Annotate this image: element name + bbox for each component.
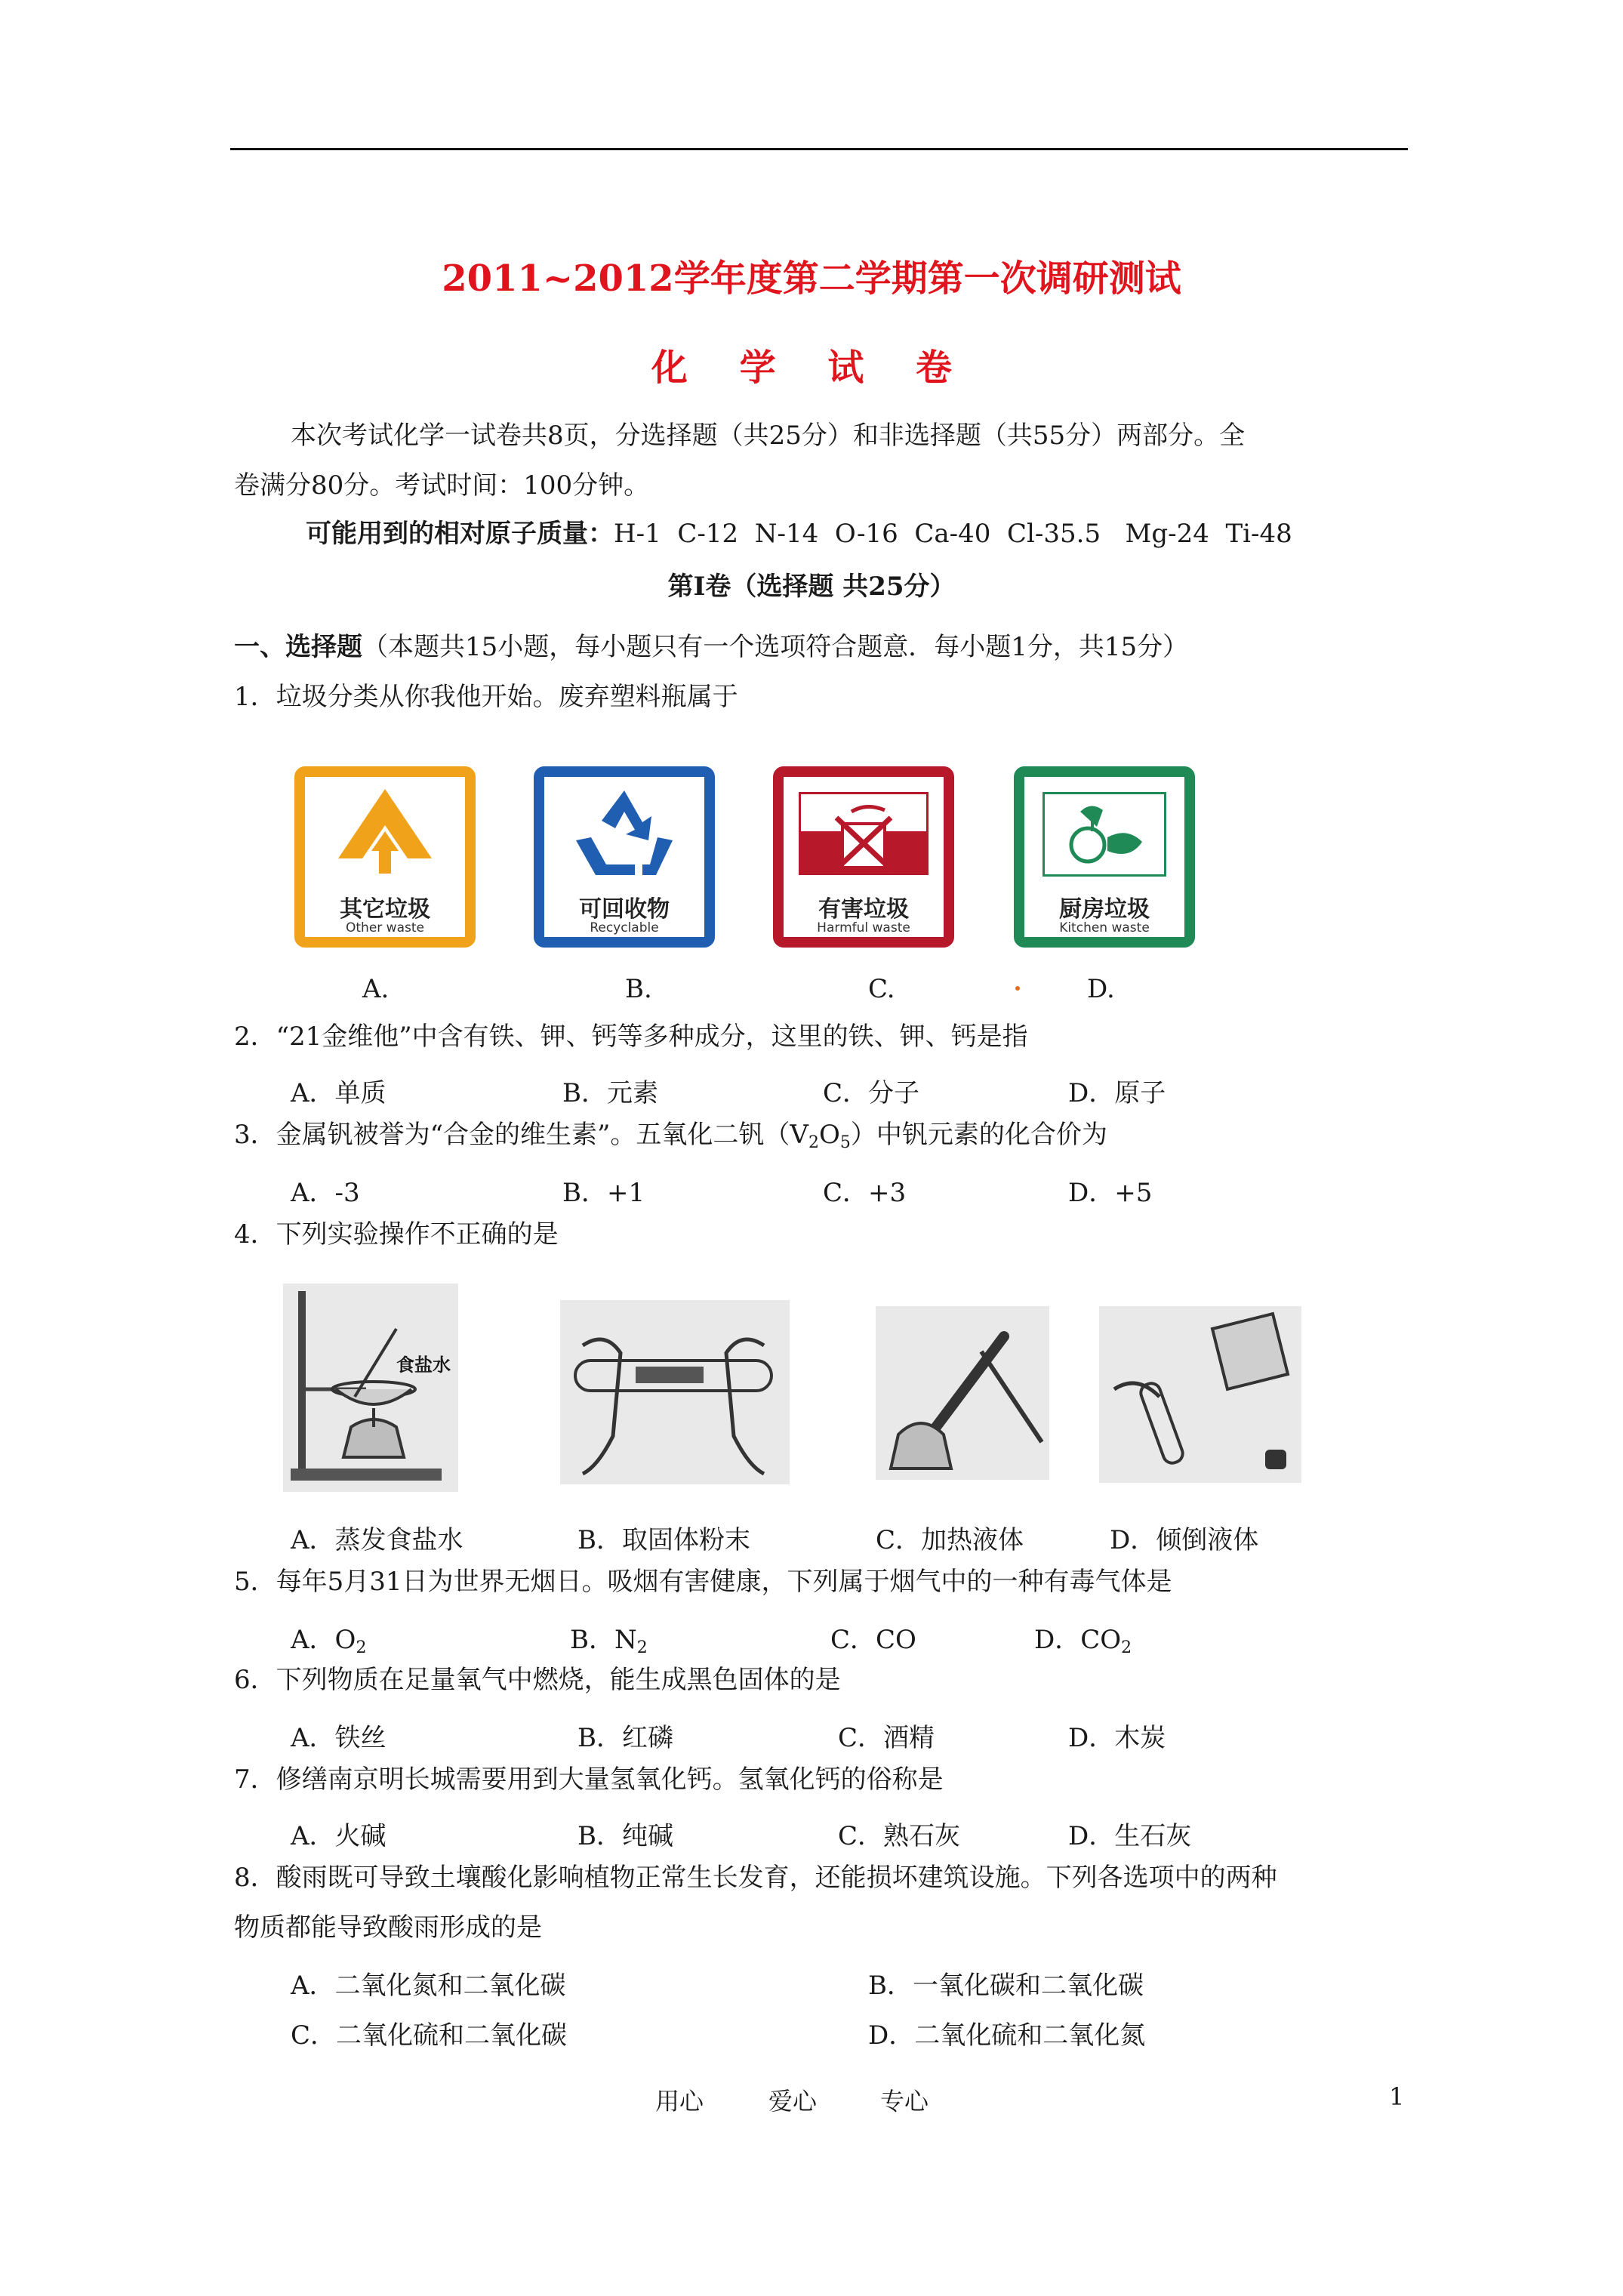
stray-dot	[1015, 986, 1020, 991]
sign-kitchen-waste	[1014, 766, 1195, 948]
atomic-mass-values: H-1 C-12 N-14 O-16 Ca-40 Cl-35.5 Mg-24 Ti-48	[614, 519, 1292, 549]
q8-option-c: C．二氧化硫和二氧化碳	[291, 2020, 568, 2051]
sign-recyclable	[534, 766, 715, 948]
q5-option-d-main: D．CO	[1034, 1625, 1122, 1655]
sign-4-en: Kitchen waste	[1059, 920, 1150, 935]
heating-test-tube-icon	[876, 1306, 1049, 1480]
evaporation-apparatus-icon	[283, 1284, 458, 1492]
q7-option-a: A．火碱	[291, 1821, 387, 1851]
q5-option-c-main: C．CO	[830, 1625, 916, 1655]
q4-option-d: D．倾倒液体	[1110, 1525, 1259, 1555]
image-evaporate-saltwater	[283, 1284, 458, 1492]
q3-option-d: D．+5	[1068, 1178, 1153, 1208]
question-2-stem: 2．“21金维他”中含有铁、钾、钙等多种成分，这里的铁、钾、钙是指	[234, 1022, 1028, 1052]
q3-stem-c: ）中钒元素的化合价为	[850, 1120, 1107, 1150]
q3-sub-1: 2	[808, 1133, 819, 1152]
pouring-liquid-icon	[1099, 1306, 1301, 1483]
intro-line-2: 卷满分80分。考试时间：100分钟。	[234, 470, 650, 501]
q1-option-a: A.	[362, 974, 390, 1004]
q6-option-c: C．酒精	[838, 1723, 935, 1753]
q3-stem-b: O	[818, 1120, 840, 1150]
section-heading	[234, 634, 1188, 660]
intro-line-1: 本次考试化学一试卷共8页，分选择题（共25分）和非选择题（共55分）两部分。全	[291, 421, 1246, 451]
header-rule	[230, 148, 1408, 150]
q2-option-d: D．原子	[1068, 1078, 1166, 1108]
question-1-stem: 1．垃圾分类从你我他开始。废弃塑料瓶属于	[234, 682, 738, 712]
footer-slogan-3: 专心	[880, 2087, 929, 2116]
test-tube-hands-icon	[560, 1300, 790, 1484]
section-title: 第Ⅰ卷（选择题 共25分）	[667, 572, 956, 602]
sign-2-cn: 可回收物	[579, 896, 670, 923]
q2-option-a: A．单质	[291, 1078, 387, 1108]
question-4-stem: 4．下列实验操作不正确的是	[234, 1219, 559, 1250]
q2-option-b: B．元素	[562, 1078, 658, 1108]
recycle-icon	[573, 787, 676, 877]
footer-slogan-1: 用心	[655, 2087, 704, 2116]
q5-option-a-sub: 2	[356, 1638, 367, 1657]
q2-option-c: C．分子	[823, 1078, 920, 1108]
image-pour-liquid	[1099, 1306, 1301, 1483]
sign-2-en: Recyclable	[590, 920, 659, 935]
question-5-stem: 5．每年5月31日为世界无烟日。吸烟有害健康，下列属于烟气中的一种有毒气体是	[234, 1567, 1172, 1597]
q1-option-d: D.	[1087, 974, 1115, 1004]
q3-stem-a: 3．金属钒被誉为“合金的维生素”。五氧化二钒（V	[234, 1120, 808, 1150]
sign-3-cn: 有害垃圾	[818, 896, 909, 923]
q3-option-a: A．-3	[291, 1178, 360, 1208]
q3-option-c: C．+3	[823, 1178, 907, 1208]
q5-option-b-sub: 2	[636, 1638, 648, 1657]
section-heading-label: 一、选择题	[234, 632, 362, 662]
q1-option-b: B.	[625, 974, 652, 1004]
q1-option-c: C.	[868, 974, 895, 1004]
q8-option-a: A．二氧化氮和二氧化碳	[291, 1971, 566, 2001]
q7-option-b: B．纯碱	[577, 1821, 673, 1851]
question-8-stem-line-1: 8．酸雨既可导致土壤酸化影响植物正常生长发育，还能损坏建筑设施。下列各选项中的两种	[234, 1863, 1277, 1893]
question-7-stem: 7．修缮南京明长城需要用到大量氢氧化钙。氢氧化钙的俗称是	[234, 1764, 944, 1795]
q6-option-a: A．铁丝	[291, 1723, 387, 1753]
q5-option-c	[830, 1619, 916, 1657]
q5-option-a-main: A．O	[291, 1625, 356, 1655]
q8-option-b: B．一氧化碳和二氧化碳	[868, 1971, 1144, 2001]
saltwater-label: 食盐水	[396, 1354, 451, 1376]
q6-option-b: B．红磷	[577, 1723, 673, 1753]
exam-subtitle: 化 学 试 卷	[651, 347, 972, 389]
image-heat-liquid	[876, 1306, 1049, 1480]
q4-option-a: A．蒸发食盐水	[291, 1525, 463, 1555]
q7-option-d: D．生石灰	[1068, 1821, 1192, 1851]
q5-option-b	[570, 1619, 648, 1657]
harmful-icon	[829, 803, 898, 872]
q4-option-c: C．加热液体	[876, 1525, 1024, 1555]
kitchen-waste-icon	[1058, 797, 1153, 872]
sign-harmful-waste	[773, 766, 954, 948]
question-8-stem-line-2: 物质都能导致酸雨形成的是	[234, 1912, 542, 1943]
question-6-stem: 6．下列物质在足量氧气中燃烧，能生成黑色固体的是	[234, 1665, 841, 1695]
q6-option-d: D．木炭	[1068, 1723, 1166, 1753]
page-number: 1	[1389, 2082, 1405, 2111]
q5-option-d-sub: 2	[1121, 1638, 1132, 1657]
sign-1-en: Other waste	[346, 920, 424, 935]
exam-title: 2011~2012学年度第二学期第一次调研测试	[442, 257, 1181, 300]
q3-option-b: B．+1	[562, 1178, 645, 1208]
other-waste-icon	[335, 786, 435, 875]
footer-slogan-2: 爱心	[768, 2087, 818, 2116]
sign-3-en: Harmful waste	[817, 920, 910, 935]
sign-other-waste	[294, 766, 476, 948]
sign-4-cn: 厨房垃圾	[1059, 896, 1150, 923]
q3-sub-2: 5	[839, 1133, 851, 1152]
q5-option-b-main: B．N	[570, 1625, 637, 1655]
q4-option-b: B．取固体粉末	[577, 1525, 750, 1555]
image-take-powder	[560, 1300, 790, 1484]
sign-1-cn: 其它垃圾	[340, 896, 430, 923]
atomic-mass-label: 可能用到的相对原子质量：	[306, 519, 614, 549]
q5-option-a	[291, 1619, 366, 1657]
question-3-stem	[234, 1122, 1107, 1151]
atomic-mass-line	[306, 521, 1292, 547]
section-heading-rule: （本题共15小题，每小题只有一个选项符合题意．每小题1分，共15分）	[362, 632, 1189, 662]
q5-option-d	[1034, 1619, 1132, 1657]
q7-option-c: C．熟石灰	[838, 1821, 961, 1851]
q8-option-d: D．二氧化硫和二氧化氮	[868, 2020, 1146, 2051]
